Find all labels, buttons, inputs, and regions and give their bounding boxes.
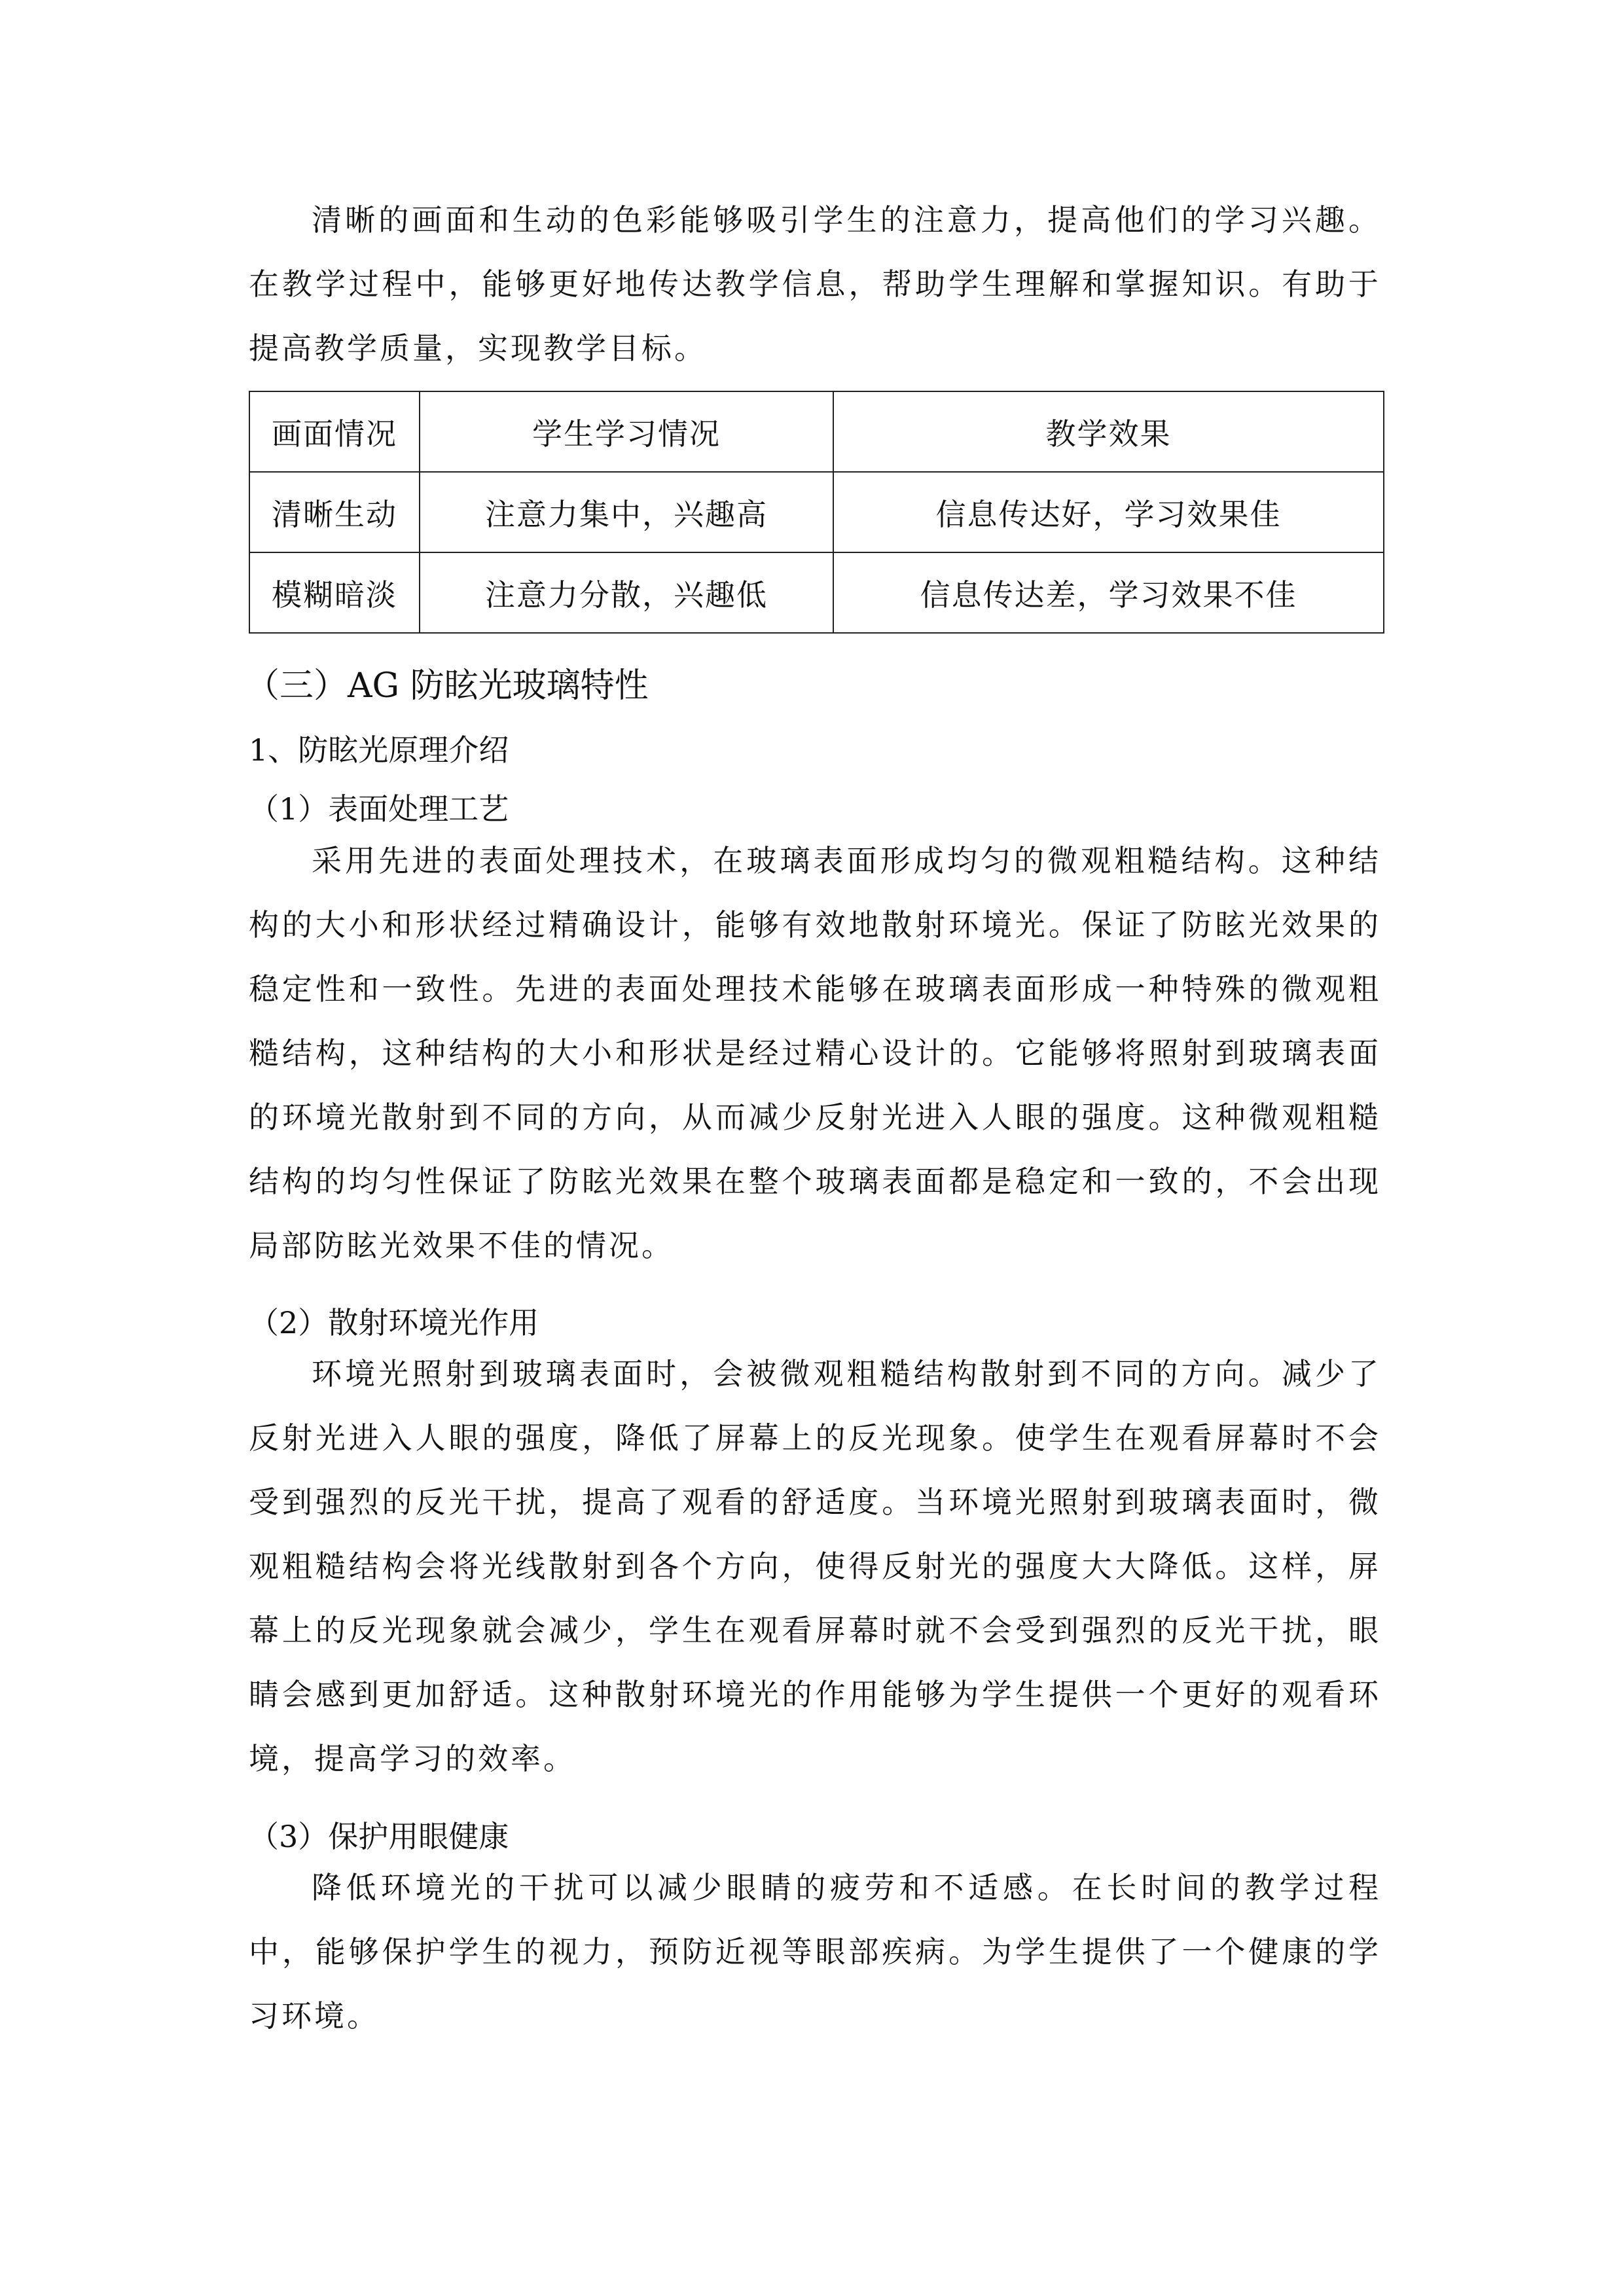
item-title: （2）散射环境光作用 (249, 1305, 539, 1340)
table-cell: 信息传达差，学习效果不佳 (833, 552, 1384, 633)
table-cell: 清晰生动 (249, 472, 420, 552)
table-row (249, 472, 1384, 552)
table-cell: 注意力集中，兴趣高 (420, 472, 833, 552)
table-header-row (249, 391, 1384, 472)
table-cell: 注意力分散，兴趣低 (420, 552, 833, 633)
table-header-cell: 画面情况 (249, 391, 420, 472)
subsection-heading: 1、防眩光原理介绍 (249, 732, 509, 768)
table-header-cell: 学生学习情况 (420, 391, 833, 472)
item-body: 环境光照射到玻璃表面时，会被微观粗糙结构散射到不同的方向。减少了反射光进入人眼的强度，降低了屏幕上的反光现象。使学生在观看屏幕时不会受到强烈的反光干扰，提高了观看的舒适度。当环境光照射到玻璃表面时，微观粗糙结构会将光线散射到各个方向，使得反射光的强度大大降低。这样，屏幕上的反光现象就会减少，学生在观看屏幕时就不会受到强烈的反光干扰，眼睛会感到更加舒适。这种散射环境光的作用能够为学生提供一个更好的观看环境，提高学习的效率。 (249, 1356, 1381, 1776)
table-header-cell: 教学效果 (833, 391, 1384, 472)
item-title: （3）保护用眼健康 (249, 1819, 509, 1854)
section-heading: （三）AG 防眩光玻璃特性 (245, 666, 649, 706)
item-title: （1）表面处理工艺 (249, 791, 509, 827)
table-row (249, 552, 1384, 633)
item-body: 降低环境光的干扰可以减少眼睛的疲劳和不适感。在长时间的教学过程中，能够保护学生的视力，预防近视等眼部疾病。为学生提供了一个健康的学习环境。 (249, 1870, 1381, 2034)
table-cell: 模糊暗淡 (249, 552, 420, 633)
table-cell: 信息传达好，学习效果佳 (833, 472, 1384, 552)
item-body: 采用先进的表面处理技术，在玻璃表面形成均匀的微观粗糙结构。这种结构的大小和形状经过精确设计，能够有效地散射环境光。保证了防眩光效果的稳定性和一致性。先进的表面处理技术能够在玻璃表面形成一种特殊的微观粗糙结构，这种结构的大小和形状是经过精心设计的。它能够将照射到玻璃表面的环境光散射到不同的方向，从而减少反射光进入人眼的强度。这种微观粗糙结构的均匀性保证了防眩光效果在整个玻璃表面都是稳定和一致的，不会出现局部防眩光效果不佳的情况。 (249, 843, 1381, 1263)
comparison-table (249, 391, 1384, 634)
intro-paragraph: 清晰的画面和生动的色彩能够吸引学生的注意力，提高他们的学习兴趣。在教学过程中，能够更好地传达教学信息，帮助学生理解和掌握知识。有助于提高教学质量，实现教学目标。 (249, 202, 1381, 366)
